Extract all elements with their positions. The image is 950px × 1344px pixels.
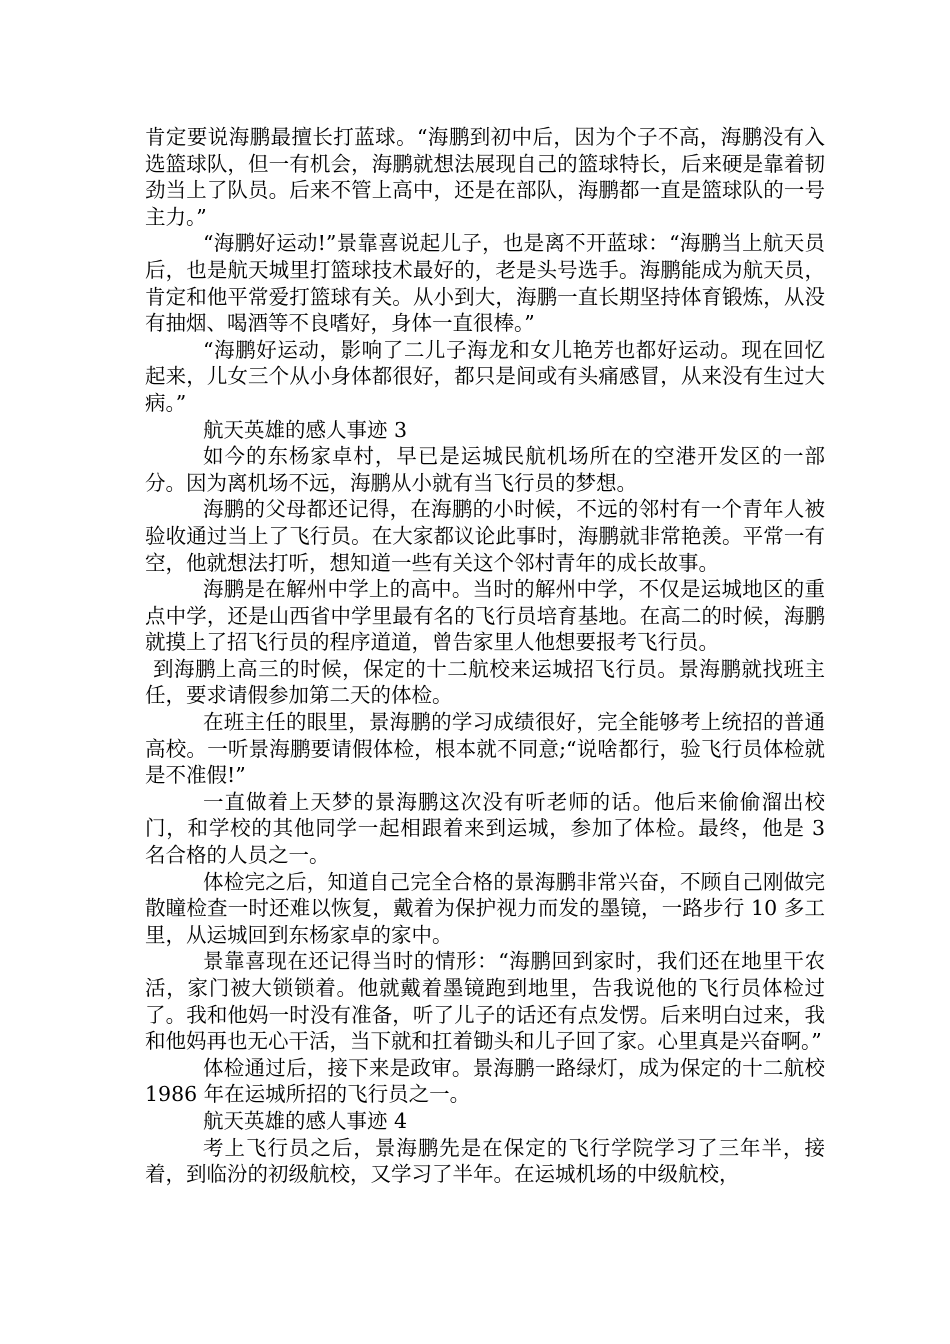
paragraph-5: 如今的东杨家卓村，早已是运城民航机场所在的空港开发区的一部分。因为离机场不远，海鹏从小就有当飞行员的梦想。 — [145, 444, 825, 495]
paragraph-8: 到海鹏上高三的时候，保定的十二航校来运城招飞行员。景海鹏就找班主任，要求请假参加第二天的体检。 — [145, 656, 825, 708]
paragraph-12: 景靠喜现在还记得当时的情形：“海鹏回到家时，我们还在地里干农活，家门被大锁锁着。他就戴着墨镜跑到地里，告我说他的飞行员体检过了。我和他妈一时没有准备，听了儿子的话还有点发愣。后来明白过来，我和他妈再也无心干活，当下就和扛着锄头和儿子回了家。心里真是兴奋啊。” — [145, 949, 825, 1054]
paragraph-6: 海鹏的父母都还记得，在海鹏的小时候，不远的邻村有一个青年人被验收通过当上了飞行员。在大家都议论此事时，海鹏就非常艳羡。平常一有空，他就想法打听，想知道一些有关这个邻村青年的成长故事。 — [145, 497, 825, 575]
paragraph-9: 在班主任的眼里，景海鹏的学习成绩很好，完全能够考上统招的普通高校。一听景海鹏要请假体检，根本就不同意;“说啥都行，验飞行员体检就是不准假!” — [145, 710, 825, 788]
paragraph-3: “海鹏好运动，影响了二儿子海龙和女儿艳芳也都好运动。现在回忆起来，儿女三个从小身体都很好，都只是间或有头痛感冒，从来没有生过大病。” — [145, 337, 825, 415]
paragraph-10: 一直做着上天梦的景海鹏这次没有听老师的话。他后来偷偷溜出校门，和学校的其他同学一起相跟着来到运城，参加了体检。最终，他是 3 名合格的人员之一。 — [145, 789, 825, 868]
paragraph-11: 体检完之后，知道自己完全合格的景海鹏非常兴奋，不顾自己刚做完散瞳检查一时还难以恢复，戴着为保护视力而发的墨镜，一路步行 10 多工里，从运城回到东杨家卓的家中。 — [145, 869, 825, 947]
document-page — [145, 124, 825, 1188]
section-heading-4: 航天英雄的感人事迹 4 — [203, 1108, 408, 1133]
paragraph-15: 考上飞行员之后，景海鹏先是在保定的飞行学院学习了三年半，接着，到临汾的初级航校，又学习了半年。在运城机场的中级航校， — [145, 1135, 825, 1187]
paragraph-2: “海鹏好运动!”景靠喜说起儿子，也是离不开蓝球：“海鹏当上航天员后，也是航天城里打篮球技术最好的，老是头号选手。海鹏能成为航天员，肯定和他平常爱打篮球有关。从小到大，海鹏一直长期坚持体育锻炼，从没有抽烟、喝酒等不良嗜好，身体一直很棒。” — [145, 231, 825, 336]
section-heading-3: 航天英雄的感人事迹 3 — [203, 417, 408, 442]
paragraph-13: 体检通过后，接下来是政审。景海鹏一路绿灯，成为保定的十二航校 1986 年在运城所招的飞行员之一。 — [145, 1055, 825, 1107]
paragraph-7: 海鹏是在解州中学上的高中。当时的解州中学，不仅是运城地区的重点中学，还是山西省中学里最有名的飞行员培育基地。在高二的时候，海鹏就摸上了招飞行员的程序道道，曾告家里人他想要报考飞行员。 — [145, 577, 825, 655]
paragraph-1: 肯定要说海鹏最擅长打蓝球。“海鹏到初中后，因为个子不高，海鹏没有入选篮球队，但一有机会，海鹏就想法展现自己的篮球特长，后来硬是靠着韧劲当上了队员。后来不管上高中，还是在部队，海鹏都一直是篮球队的一号主力。” — [145, 125, 825, 229]
